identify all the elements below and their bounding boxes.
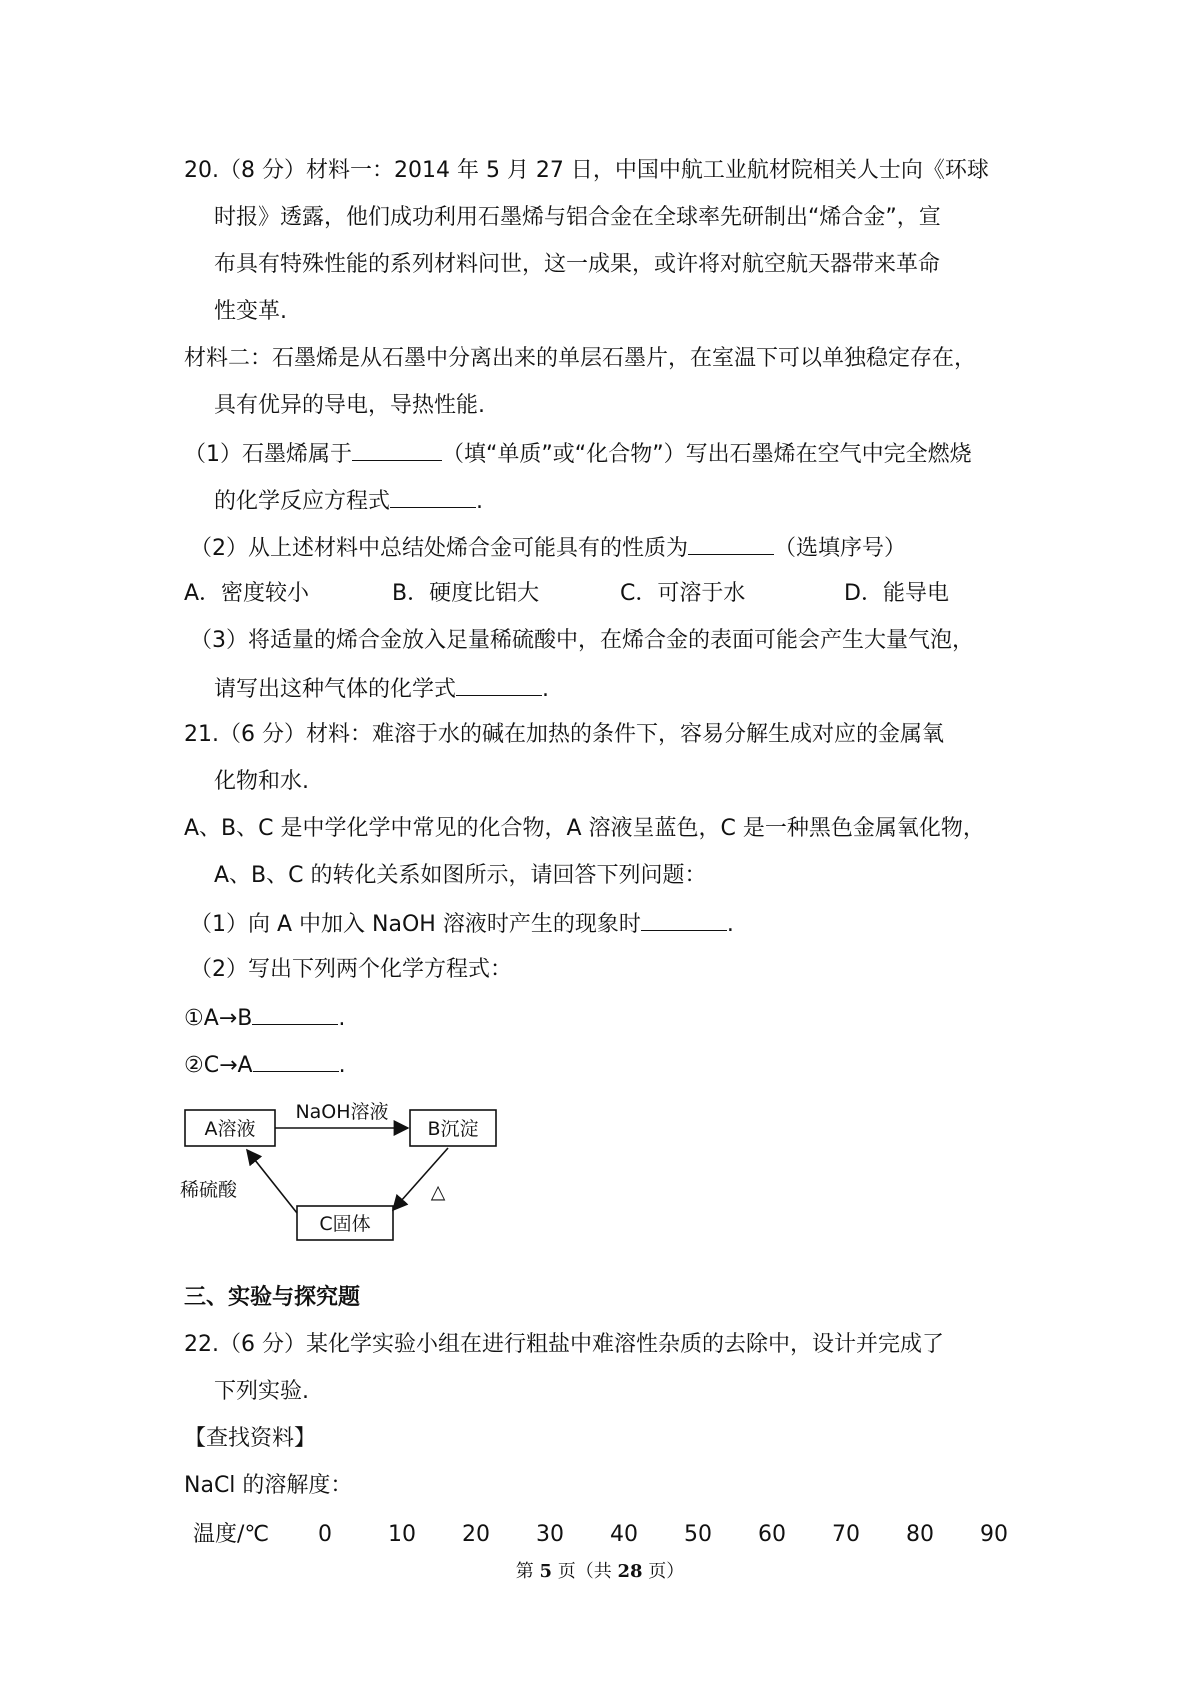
q20-part2-text-a: （2）从上述材料中总结处烯合金可能具有的性质为 xyxy=(190,536,688,561)
table-cell: 20 xyxy=(462,1522,490,1547)
q20-line-3: 布具有特殊性能的系列材料问世，这一成果，或许将对航空航天器带来革命 xyxy=(214,252,941,277)
q20-part1-text-c: 的化学反应方程式 xyxy=(214,489,391,514)
q21-eq1-blank[interactable] xyxy=(252,1002,338,1025)
table-cell: 40 xyxy=(610,1522,638,1547)
q20-part1-line-2 xyxy=(214,485,483,517)
q21-eq2-label: ②C→A xyxy=(184,1053,253,1078)
q20-part1-text-b: （填“单质”或“化合物”）写出石墨烯在空气中完全燃烧 xyxy=(442,442,972,467)
q21-eq1-end: . xyxy=(338,1006,346,1031)
q21-part1-blank[interactable] xyxy=(641,908,727,931)
arrow-a-to-b-label: NaOH溶液 xyxy=(295,1101,389,1123)
q21-eq2-blank[interactable] xyxy=(253,1049,339,1072)
q21-part1-text-a: （1）向 A 中加入 NaOH 溶液时产生的现象时 xyxy=(190,912,641,937)
q20-part2-line xyxy=(190,532,906,564)
table-cell: 70 xyxy=(832,1522,860,1547)
q21-line-2: 化物和水. xyxy=(214,769,309,794)
table-header-temperature: 温度/℃ xyxy=(193,1522,270,1547)
q22-resource-heading: 【查找资料】 xyxy=(184,1426,317,1451)
q21-line-4: A、B、C 的转化关系如图所示，请回答下列问题： xyxy=(214,863,707,888)
footer-total-pages: 28 xyxy=(617,1561,643,1582)
q20-part3-line-1: （3）将适量的烯合金放入足量稀硫酸中，在烯合金的表面可能会产生大量气泡， xyxy=(190,628,974,653)
q20-part2-blank[interactable] xyxy=(688,532,774,555)
box-c-label: C固体 xyxy=(319,1213,371,1235)
q21-eq2-end: . xyxy=(338,1053,346,1078)
section-3-title: 三、实验与探究题 xyxy=(184,1285,361,1310)
q20-part1-blank-1[interactable] xyxy=(352,438,442,461)
q20-part3-line-2 xyxy=(214,673,549,705)
q20-part1-line-1 xyxy=(184,438,972,470)
q22-line-1: 22.（6 分）某化学实验小组在进行粗盐中难溶性杂质的去除中，设计并完成了 xyxy=(184,1332,944,1357)
q20-material2-line-1: 材料二：石墨烯是从石墨中分离出来的单层石墨片，在室温下可以单独稳定存在， xyxy=(184,346,977,371)
table-cell: 60 xyxy=(758,1522,786,1547)
footer-suffix: 页） xyxy=(642,1561,685,1582)
box-a-label: A溶液 xyxy=(204,1118,256,1140)
q20-part1-text-d: . xyxy=(476,489,484,514)
table-cell: 30 xyxy=(536,1522,564,1547)
q20-line-4: 性变革. xyxy=(214,299,287,324)
q20-option-b: B．硬度比铝大 xyxy=(392,581,540,606)
table-cell: 80 xyxy=(906,1522,934,1547)
q20-option-c: C．可溶于水 xyxy=(620,581,746,606)
q21-conversion-diagram xyxy=(180,1098,520,1248)
q21-line-3: A、B、C 是中学化学中常见的化合物，A 溶液呈蓝色，C 是一种黑色金属氧化物， xyxy=(184,816,985,841)
q20-part3-text-b: 请写出这种气体的化学式 xyxy=(214,677,457,702)
q21-part1-text-b: . xyxy=(726,912,734,937)
table-cell: 90 xyxy=(980,1522,1008,1547)
arrow-c-to-a xyxy=(247,1150,297,1213)
table-cell: 10 xyxy=(388,1522,416,1547)
q20-material2-line-2: 具有优异的导电，导热性能. xyxy=(214,393,485,418)
q20-part2-text-b: （选填序号） xyxy=(774,536,907,561)
q21-equation-2 xyxy=(184,1049,346,1081)
q21-line-1: 21.（6 分）材料：难溶于水的碱在加热的条件下，容易分解生成对应的金属氧 xyxy=(184,722,944,747)
q21-eq1-label: ①A→B xyxy=(184,1006,253,1031)
q20-line-1: 20.（8 分）材料一：2014 年 5 月 27 日，中国中航工业航材院相关人士向《环球 xyxy=(184,158,989,183)
q22-line-2: 下列实验. xyxy=(214,1379,309,1404)
q20-part3-blank[interactable] xyxy=(456,673,542,696)
q20-option-a: A．密度较小 xyxy=(184,581,310,606)
box-b-label: B沉淀 xyxy=(427,1118,479,1140)
footer-mid: 页（共 xyxy=(552,1561,618,1582)
arrow-b-to-c-label: △ xyxy=(430,1181,446,1203)
footer-prefix: 第 xyxy=(515,1561,540,1582)
q21-part1-line xyxy=(190,908,734,940)
q20-part1-blank-2[interactable] xyxy=(390,485,476,508)
q22-nacl-label: NaCl 的溶解度： xyxy=(184,1473,353,1498)
q20-part1-text-a: （1）石墨烯属于 xyxy=(184,442,352,467)
table-cell: 50 xyxy=(684,1522,712,1547)
footer-page-number: 5 xyxy=(539,1561,552,1582)
q21-equation-1 xyxy=(184,1002,345,1034)
table-cell: 0 xyxy=(318,1522,332,1547)
q21-part2-line: （2）写出下列两个化学方程式： xyxy=(190,957,512,982)
page-footer xyxy=(0,1560,1200,1584)
q20-part3-text-c: . xyxy=(542,677,550,702)
q20-option-d: D．能导电 xyxy=(844,581,949,606)
q20-line-2: 时报》透露，他们成功利用石墨烯与铝合金在全球率先研制出“烯合金”，宣 xyxy=(214,205,941,230)
arrow-c-to-a-label: 稀硫酸 xyxy=(180,1179,238,1201)
